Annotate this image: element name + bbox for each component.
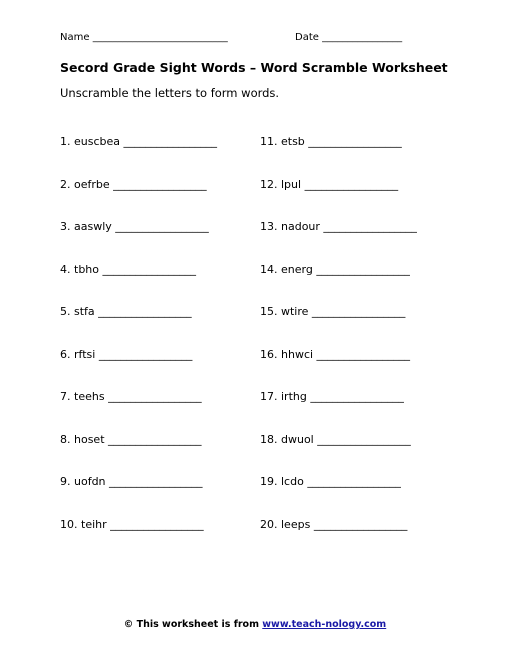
item-number: 2. xyxy=(60,177,71,191)
word-item xyxy=(60,474,203,489)
item-number: 18. xyxy=(260,432,278,446)
word-item xyxy=(260,389,404,404)
scrambled-word: stfa xyxy=(74,305,95,318)
answer-blank: _________________ xyxy=(115,220,209,233)
footer xyxy=(0,619,510,630)
worksheet-title: Secord Grade Sight Words – Word Scramble Worksheet xyxy=(60,60,448,75)
word-item xyxy=(260,177,398,192)
header-row xyxy=(60,32,460,46)
scrambled-word: etsb xyxy=(281,135,305,148)
scrambled-word: lcdo xyxy=(281,475,304,488)
answer-blank: _________________ xyxy=(113,177,207,191)
name-blank: ___________________________ xyxy=(92,32,228,43)
scrambled-word: hoset xyxy=(74,432,105,446)
word-item xyxy=(60,134,217,149)
item-number: 16. xyxy=(260,347,278,361)
answer-blank: _________________ xyxy=(108,390,202,403)
item-number: 14. xyxy=(260,262,278,276)
item-number: 20. xyxy=(260,517,278,531)
item-number: 4. xyxy=(60,262,71,276)
item-number: 19. xyxy=(260,475,278,488)
word-item xyxy=(60,177,207,192)
item-number: 6. xyxy=(60,347,71,361)
answer-blank: _________________ xyxy=(313,517,408,531)
word-item xyxy=(260,347,410,362)
scrambled-word: hhwci xyxy=(281,347,314,361)
instructions: Unscramble the letters to form words. xyxy=(60,86,280,100)
scrambled-word: leeps xyxy=(281,517,311,531)
word-list xyxy=(60,134,480,544)
answer-blank: _________________ xyxy=(317,432,411,446)
scrambled-word: nadour xyxy=(281,220,320,233)
scrambled-word: dwuol xyxy=(281,432,314,446)
answer-blank: _________________ xyxy=(123,135,218,148)
answer-blank: _________________ xyxy=(109,475,203,488)
answer-blank: _________________ xyxy=(323,220,417,233)
answer-blank: _________________ xyxy=(108,432,202,446)
scrambled-word: irthg xyxy=(281,390,307,403)
item-number: 3. xyxy=(60,220,71,233)
answer-blank: _________________ xyxy=(98,305,192,318)
item-number: 9. xyxy=(60,475,71,488)
word-item xyxy=(260,517,407,532)
item-number: 13. xyxy=(260,220,278,233)
item-number: 11. xyxy=(260,135,278,148)
item-number: 7. xyxy=(60,390,71,403)
scrambled-word: teehs xyxy=(74,390,105,403)
item-number: 15. xyxy=(260,305,278,318)
item-number: 12. xyxy=(260,177,278,191)
answer-blank: _________________ xyxy=(308,135,402,148)
answer-blank: _________________ xyxy=(311,305,406,318)
answer-blank: _________________ xyxy=(316,347,411,361)
scrambled-word: uofdn xyxy=(74,475,106,488)
name-field xyxy=(60,32,228,43)
word-item xyxy=(260,432,411,447)
date-field xyxy=(295,32,402,43)
answer-blank: _________________ xyxy=(307,475,401,488)
word-item xyxy=(260,304,405,319)
scrambled-word: energ xyxy=(281,262,313,276)
scrambled-word: tbho xyxy=(74,262,99,276)
word-item xyxy=(60,219,209,234)
answer-blank: _________________ xyxy=(102,262,196,276)
word-item xyxy=(60,304,192,319)
word-item xyxy=(60,432,202,447)
scrambled-word: rftsi xyxy=(74,347,96,361)
word-item xyxy=(260,474,401,489)
word-item xyxy=(60,389,202,404)
footer-text: © This worksheet is from xyxy=(123,619,263,630)
footer-link[interactable]: www.teach-nology.com xyxy=(262,619,387,630)
scrambled-word: teihr xyxy=(81,517,107,531)
scrambled-word: lpul xyxy=(281,177,302,191)
item-number: 8. xyxy=(60,432,71,446)
answer-blank: _________________ xyxy=(110,517,204,531)
item-number: 1. xyxy=(60,135,71,148)
word-item xyxy=(260,262,410,277)
scrambled-word: euscbea xyxy=(74,135,121,148)
item-number: 17. xyxy=(260,390,278,403)
name-label: Name xyxy=(60,32,90,43)
answer-blank: _________________ xyxy=(304,177,399,191)
item-number: 10. xyxy=(60,517,78,531)
scrambled-word: aaswly xyxy=(74,220,112,233)
answer-blank: _________________ xyxy=(98,347,193,361)
scrambled-word: oefrbe xyxy=(74,177,110,191)
word-item xyxy=(60,347,192,362)
word-item xyxy=(260,134,402,149)
answer-blank: _________________ xyxy=(316,262,410,276)
date-label: Date xyxy=(295,32,319,43)
word-item xyxy=(60,517,204,532)
item-number: 5. xyxy=(60,305,71,318)
answer-blank: _________________ xyxy=(310,390,404,403)
word-item xyxy=(60,262,196,277)
scrambled-word: wtire xyxy=(281,305,309,318)
date-blank: ________________ xyxy=(322,32,403,43)
word-item xyxy=(260,219,417,234)
